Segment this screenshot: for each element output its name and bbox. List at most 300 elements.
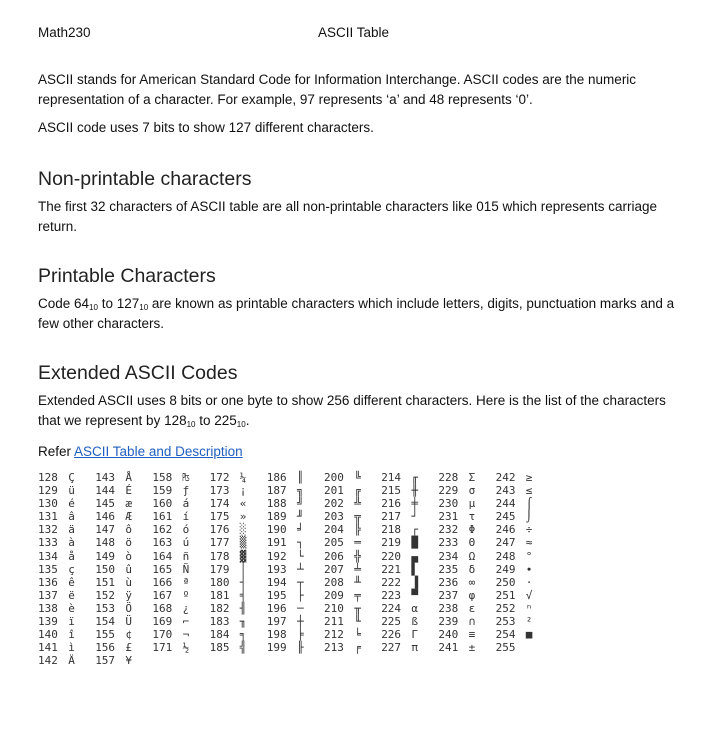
ascii-code: 220 [381, 549, 408, 563]
ascii-code: 244 [495, 497, 523, 511]
ascii-entry [438, 510, 498, 523]
ascii-entry [496, 510, 556, 523]
ascii-table-link[interactable]: ASCII Table and Description [74, 444, 243, 459]
ascii-entry [38, 497, 98, 510]
ascii-code: 179 [209, 562, 237, 576]
ascii-entry [210, 563, 270, 576]
ascii-entry [267, 471, 327, 484]
ascii-entry [95, 615, 155, 628]
ascii-entry [152, 536, 212, 549]
ascii-code: 130 [38, 497, 65, 511]
ascii-char: ╔ [354, 484, 361, 498]
ascii-entry [324, 602, 384, 615]
ascii-char: Θ [468, 536, 476, 550]
ascii-code: 141 [38, 641, 65, 655]
extended-text-3: . [245, 413, 250, 428]
ascii-char: ε [468, 601, 476, 615]
ascii-char: σ [468, 484, 476, 498]
ascii-code: 175 [209, 510, 237, 524]
ascii-char: ≥ [525, 471, 533, 484]
ascii-char: ■ [525, 628, 533, 642]
ascii-entry [438, 523, 498, 536]
printable-heading: Printable Characters [38, 265, 216, 287]
refer-paragraph [38, 442, 678, 462]
ascii-code: 163 [152, 536, 179, 550]
ascii-entry [152, 523, 212, 536]
ascii-entry [38, 576, 98, 589]
ascii-entry [210, 589, 270, 602]
ascii-entry [152, 550, 212, 563]
ascii-char: º [182, 588, 190, 602]
ascii-code: 254 [495, 628, 523, 642]
ascii-char: à [68, 536, 75, 550]
ascii-code: 166 [152, 575, 179, 589]
ascii-entry [267, 576, 327, 589]
ascii-char: ∞ [468, 575, 476, 589]
ascii-char: ≤ [525, 484, 533, 498]
ascii-char: ▌ [411, 562, 418, 576]
ascii-char: │ [239, 562, 247, 576]
ascii-entry [267, 628, 327, 641]
ascii-code: 209 [324, 588, 351, 602]
ascii-code: 213 [324, 641, 351, 655]
ascii-code: 164 [152, 549, 179, 563]
ascii-code: 134 [38, 549, 65, 563]
ascii-char: ╣ [239, 641, 247, 655]
ascii-entry [210, 497, 270, 510]
ascii-code: 197 [266, 615, 294, 629]
ascii-code: 168 [152, 601, 179, 615]
ascii-code: 152 [95, 588, 122, 602]
base-subscript: 10 [186, 420, 196, 429]
ascii-code: 243 [495, 484, 523, 498]
ascii-char: ├ [296, 588, 304, 602]
ascii-entry [496, 550, 556, 563]
ascii-char: ¼ [239, 471, 247, 484]
ascii-char: ╩ [354, 497, 361, 511]
ascii-code: 227 [381, 641, 408, 655]
ascii-char: á [182, 497, 190, 511]
ascii-entry [381, 615, 441, 628]
ascii-entry [95, 471, 155, 484]
ascii-code: 234 [438, 549, 465, 563]
ascii-char: Φ [468, 523, 476, 537]
ascii-code: 224 [381, 601, 408, 615]
ascii-code: 225 [381, 615, 408, 629]
ascii-char: ú [182, 536, 190, 550]
ascii-code: 182 [209, 601, 237, 615]
ascii-entry [95, 628, 155, 641]
ascii-char: ß [411, 615, 418, 629]
ascii-char: ╡ [239, 588, 247, 602]
ascii-column [210, 471, 270, 654]
ascii-char: ç [68, 562, 75, 576]
ascii-entry [267, 615, 327, 628]
ascii-code: 211 [324, 615, 351, 629]
ascii-entry [38, 654, 98, 667]
ascii-char: ╚ [354, 471, 361, 484]
ascii-entry [152, 589, 212, 602]
ascii-code: 172 [209, 471, 237, 484]
ascii-code: 253 [495, 615, 523, 629]
ascii-entry [152, 628, 212, 641]
ascii-char: Ñ [182, 562, 190, 576]
ascii-char: Ö [125, 601, 132, 615]
ascii-code: 201 [324, 484, 351, 498]
ascii-char: ² [525, 615, 533, 629]
ascii-entry [438, 628, 498, 641]
ascii-char: æ [125, 497, 132, 511]
ascii-entry [95, 602, 155, 615]
ascii-entry [438, 550, 498, 563]
ascii-char: ï [68, 615, 75, 629]
ascii-code: 185 [209, 641, 237, 655]
ascii-entry [38, 641, 98, 654]
ascii-char: ▀ [411, 588, 418, 602]
ascii-entry [95, 523, 155, 536]
ascii-char: é [68, 497, 75, 511]
ascii-char: ⌠ [525, 497, 533, 511]
ascii-code: 150 [95, 562, 122, 576]
ascii-entry [38, 550, 98, 563]
ascii-char: ░ [239, 523, 247, 537]
ascii-char: Ω [468, 549, 476, 563]
ascii-entry [95, 563, 155, 576]
ascii-entry [381, 550, 441, 563]
ascii-column [438, 471, 498, 654]
ascii-code: 216 [381, 497, 408, 511]
ascii-char: ó [182, 523, 190, 537]
ascii-char: ≡ [468, 628, 476, 642]
ascii-entry [267, 536, 327, 549]
ascii-code: 158 [152, 471, 179, 484]
ascii-char: ° [525, 549, 533, 563]
ascii-code: 131 [38, 510, 65, 524]
ascii-column [496, 471, 556, 654]
ascii-entry [496, 484, 556, 497]
ascii-entry [38, 615, 98, 628]
ascii-char: ─ [296, 601, 304, 615]
ascii-code: 132 [38, 523, 65, 537]
ascii-entry [381, 589, 441, 602]
ascii-code: 238 [438, 601, 465, 615]
ascii-char: ¡ [239, 484, 247, 498]
ascii-code: 162 [152, 523, 179, 537]
ascii-code: 219 [381, 536, 408, 550]
ascii-char: ┘ [411, 510, 418, 524]
ascii-entry [210, 615, 270, 628]
ascii-entry [324, 536, 384, 549]
ascii-entry [267, 550, 327, 563]
ascii-char: Γ [411, 628, 418, 642]
ascii-char: â [68, 510, 75, 524]
ascii-code: 157 [95, 654, 122, 668]
ascii-code: 221 [381, 562, 408, 576]
nonprintable-paragraph: The first 32 characters of ASCII table are all non-printable characters like 015 which represents carriage return. [38, 199, 658, 234]
ascii-char: ¥ [125, 654, 132, 668]
ascii-entry [324, 641, 384, 654]
document-title: ASCII Table [318, 25, 390, 40]
ascii-entry [381, 510, 441, 523]
ascii-entry [324, 589, 384, 602]
ascii-code: 144 [95, 484, 122, 498]
ascii-char: ╬ [354, 549, 361, 563]
ascii-char: √ [525, 588, 533, 602]
ascii-char: ¬ [182, 628, 190, 642]
ascii-char: µ [468, 497, 476, 511]
ascii-entry [438, 563, 498, 576]
ascii-entry [381, 641, 441, 654]
ascii-code: 199 [266, 641, 294, 655]
ascii-char: α [411, 601, 418, 615]
ascii-code: 167 [152, 588, 179, 602]
ascii-entry [438, 536, 498, 549]
ascii-code: 153 [95, 601, 122, 615]
ascii-entry [95, 576, 155, 589]
ascii-entry [267, 589, 327, 602]
ascii-code: 195 [266, 588, 294, 602]
ascii-char: ┴ [296, 562, 304, 576]
ascii-code: 248 [495, 549, 523, 563]
ascii-entry [324, 576, 384, 589]
ascii-char: ╫ [411, 484, 418, 498]
ascii-code: 193 [266, 562, 294, 576]
ascii-entry [267, 497, 327, 510]
ascii-char: δ [468, 562, 476, 576]
ascii-char: ë [68, 588, 75, 602]
ascii-code: 133 [38, 536, 65, 550]
ascii-entry [381, 602, 441, 615]
ascii-char: ╠ [354, 523, 361, 537]
ascii-entry [324, 497, 384, 510]
ascii-entry [38, 536, 98, 549]
ascii-code: 210 [324, 601, 351, 615]
ascii-entry [38, 589, 98, 602]
ascii-entry [95, 589, 155, 602]
ascii-entry [438, 589, 498, 602]
ascii-entry [496, 471, 556, 484]
ascii-entry [210, 641, 270, 654]
ascii-char: ╙ [354, 615, 361, 629]
ascii-code: 255 [495, 641, 523, 655]
printable-text-1: Code 64 [38, 296, 90, 311]
ascii-code: 151 [95, 575, 122, 589]
ascii-entry [496, 523, 556, 536]
ascii-code: 237 [438, 588, 465, 602]
ascii-char: τ [468, 510, 476, 524]
ascii-entry [438, 615, 498, 628]
ascii-entry [210, 602, 270, 615]
ascii-char: ¿ [182, 601, 190, 615]
ascii-code: 159 [152, 484, 179, 498]
ascii-code: 147 [95, 523, 122, 537]
ascii-code: 200 [324, 471, 351, 484]
ascii-entry [324, 563, 384, 576]
ascii-char: ÿ [125, 588, 132, 602]
ascii-char: ¢ [125, 628, 132, 642]
extended-text-1: Extended ASCII uses 8 bits or one byte to show 256 different characters. Here is the list of the characters that we represent by 128 [38, 393, 666, 428]
ascii-char: ╤ [354, 588, 361, 602]
ascii-entry [38, 602, 98, 615]
ascii-code: 223 [381, 588, 408, 602]
ascii-code: 177 [209, 536, 237, 550]
ascii-char: ╢ [239, 601, 247, 615]
ascii-char: ╕ [239, 628, 247, 642]
ascii-code: 229 [438, 484, 465, 498]
ascii-char: ê [68, 575, 75, 589]
extended-text-2: to 225 [195, 413, 237, 428]
ascii-char: █ [411, 536, 418, 550]
ascii-entry [38, 523, 98, 536]
ascii-char: φ [468, 588, 476, 602]
ascii-char: ═ [354, 536, 361, 550]
ascii-char: ╝ [296, 497, 304, 511]
ascii-entry [381, 523, 441, 536]
ascii-entry [267, 484, 327, 497]
ascii-code: 149 [95, 549, 122, 563]
ascii-entry [324, 471, 384, 484]
ascii-char: └ [296, 549, 304, 563]
ascii-code: 212 [324, 628, 351, 642]
ascii-code: 135 [38, 562, 65, 576]
ascii-code: 176 [209, 523, 237, 537]
ascii-code: 139 [38, 615, 65, 629]
ascii-code: 202 [324, 497, 351, 511]
ascii-code: 245 [495, 510, 523, 524]
ascii-char: ▓ [239, 549, 247, 563]
ascii-char: ä [68, 523, 75, 537]
ascii-code: 194 [266, 575, 294, 589]
ascii-code: 136 [38, 575, 65, 589]
ascii-code: 190 [266, 523, 294, 537]
ascii-code: 186 [266, 471, 294, 484]
ascii-code: 239 [438, 615, 465, 629]
ascii-entry [438, 641, 498, 654]
ascii-char: ∩ [468, 615, 476, 629]
ascii-column [95, 471, 155, 667]
ascii-code: 196 [266, 601, 294, 615]
intro-paragraph: ASCII stands for American Standard Code for Information Interchange. ASCII codes are the numeric representation of a character. For example, 97 represents ‘a’ and 48 represents ‘0’. [38, 72, 637, 107]
ascii-char: ò [125, 549, 132, 563]
ascii-code: 138 [38, 601, 65, 615]
ascii-entry [210, 510, 270, 523]
printable-text-2: to 127 [97, 296, 140, 311]
ascii-entry [210, 536, 270, 549]
ascii-code: 218 [381, 523, 408, 537]
ascii-entry [152, 484, 212, 497]
ascii-code: 207 [324, 562, 351, 576]
ascii-char: å [68, 549, 75, 563]
ascii-code: 187 [266, 484, 294, 498]
ascii-code: 231 [438, 510, 465, 524]
ascii-code: 208 [324, 575, 351, 589]
ascii-code: 169 [152, 615, 179, 629]
ascii-char: π [411, 641, 418, 655]
ascii-code: 137 [38, 588, 65, 602]
ascii-code: 252 [495, 601, 523, 615]
base-subscript: 10 [236, 420, 246, 429]
ascii-char: ╟ [296, 641, 304, 655]
ascii-char: É [125, 484, 132, 498]
ascii-char: ╦ [354, 510, 361, 524]
ascii-char: ┬ [296, 575, 304, 589]
ascii-entry [381, 497, 441, 510]
seven-bit-paragraph: ASCII code uses 7 bits to show 127 different characters. [38, 120, 374, 135]
ascii-entry [324, 550, 384, 563]
ascii-char: ╞ [296, 628, 304, 642]
ascii-entry [496, 576, 556, 589]
ascii-entry [210, 471, 270, 484]
ascii-entry [95, 550, 155, 563]
ascii-entry [496, 589, 556, 602]
ascii-entry [152, 510, 212, 523]
ascii-char: è [68, 601, 75, 615]
ascii-entry [438, 576, 498, 589]
ascii-char: ╥ [354, 601, 361, 615]
ascii-char: Ä [68, 654, 75, 668]
ascii-entry [38, 628, 98, 641]
ascii-code: 242 [495, 471, 523, 484]
printable-text-3: are known as printable characters which include letters, digits, punctuation marks and a few other characters. [38, 296, 675, 331]
ascii-code: 184 [209, 628, 237, 642]
ascii-entry [210, 523, 270, 536]
ascii-entry [210, 628, 270, 641]
ascii-entry [381, 484, 441, 497]
ascii-code: 228 [438, 471, 465, 484]
ascii-char: ▄ [411, 549, 418, 563]
base-subscript: 10 [139, 303, 149, 312]
ascii-entry [95, 510, 155, 523]
ascii-char: Æ [125, 510, 132, 524]
ascii-entry [267, 641, 327, 654]
ascii-char: ñ [182, 549, 190, 563]
ascii-entry [496, 615, 556, 628]
ascii-char: ù [125, 575, 132, 589]
ascii-code: 226 [381, 628, 408, 642]
extended-heading: Extended ASCII Codes [38, 362, 238, 384]
ascii-char: Ç [68, 471, 75, 484]
ascii-code: 156 [95, 641, 122, 655]
ascii-code: 192 [266, 549, 294, 563]
ascii-code: 215 [381, 484, 408, 498]
ascii-code: 205 [324, 536, 351, 550]
ascii-code: 241 [438, 641, 465, 655]
base-subscript: 10 [89, 303, 98, 312]
ascii-entry [496, 628, 556, 641]
ascii-entry [324, 523, 384, 536]
ascii-code: 146 [95, 510, 122, 524]
ascii-code: 230 [438, 497, 465, 511]
ascii-code: 183 [209, 615, 237, 629]
ascii-char: ┐ [296, 536, 304, 550]
ascii-entry [152, 615, 212, 628]
ascii-entry [38, 484, 98, 497]
ascii-char: ⌐ [182, 615, 190, 629]
ascii-char: ÷ [525, 523, 533, 537]
ascii-char: ╒ [354, 641, 361, 655]
ascii-code: 154 [95, 615, 122, 629]
ascii-code: 181 [209, 588, 237, 602]
ascii-entry [496, 497, 556, 510]
ascii-entry [38, 510, 98, 523]
ascii-entry [152, 497, 212, 510]
ascii-code: 203 [324, 510, 351, 524]
ascii-code: 236 [438, 575, 465, 589]
ascii-char: ⁿ [525, 601, 533, 615]
ascii-entry [95, 484, 155, 497]
ascii-entry [152, 641, 212, 654]
ascii-code: 191 [266, 536, 294, 550]
